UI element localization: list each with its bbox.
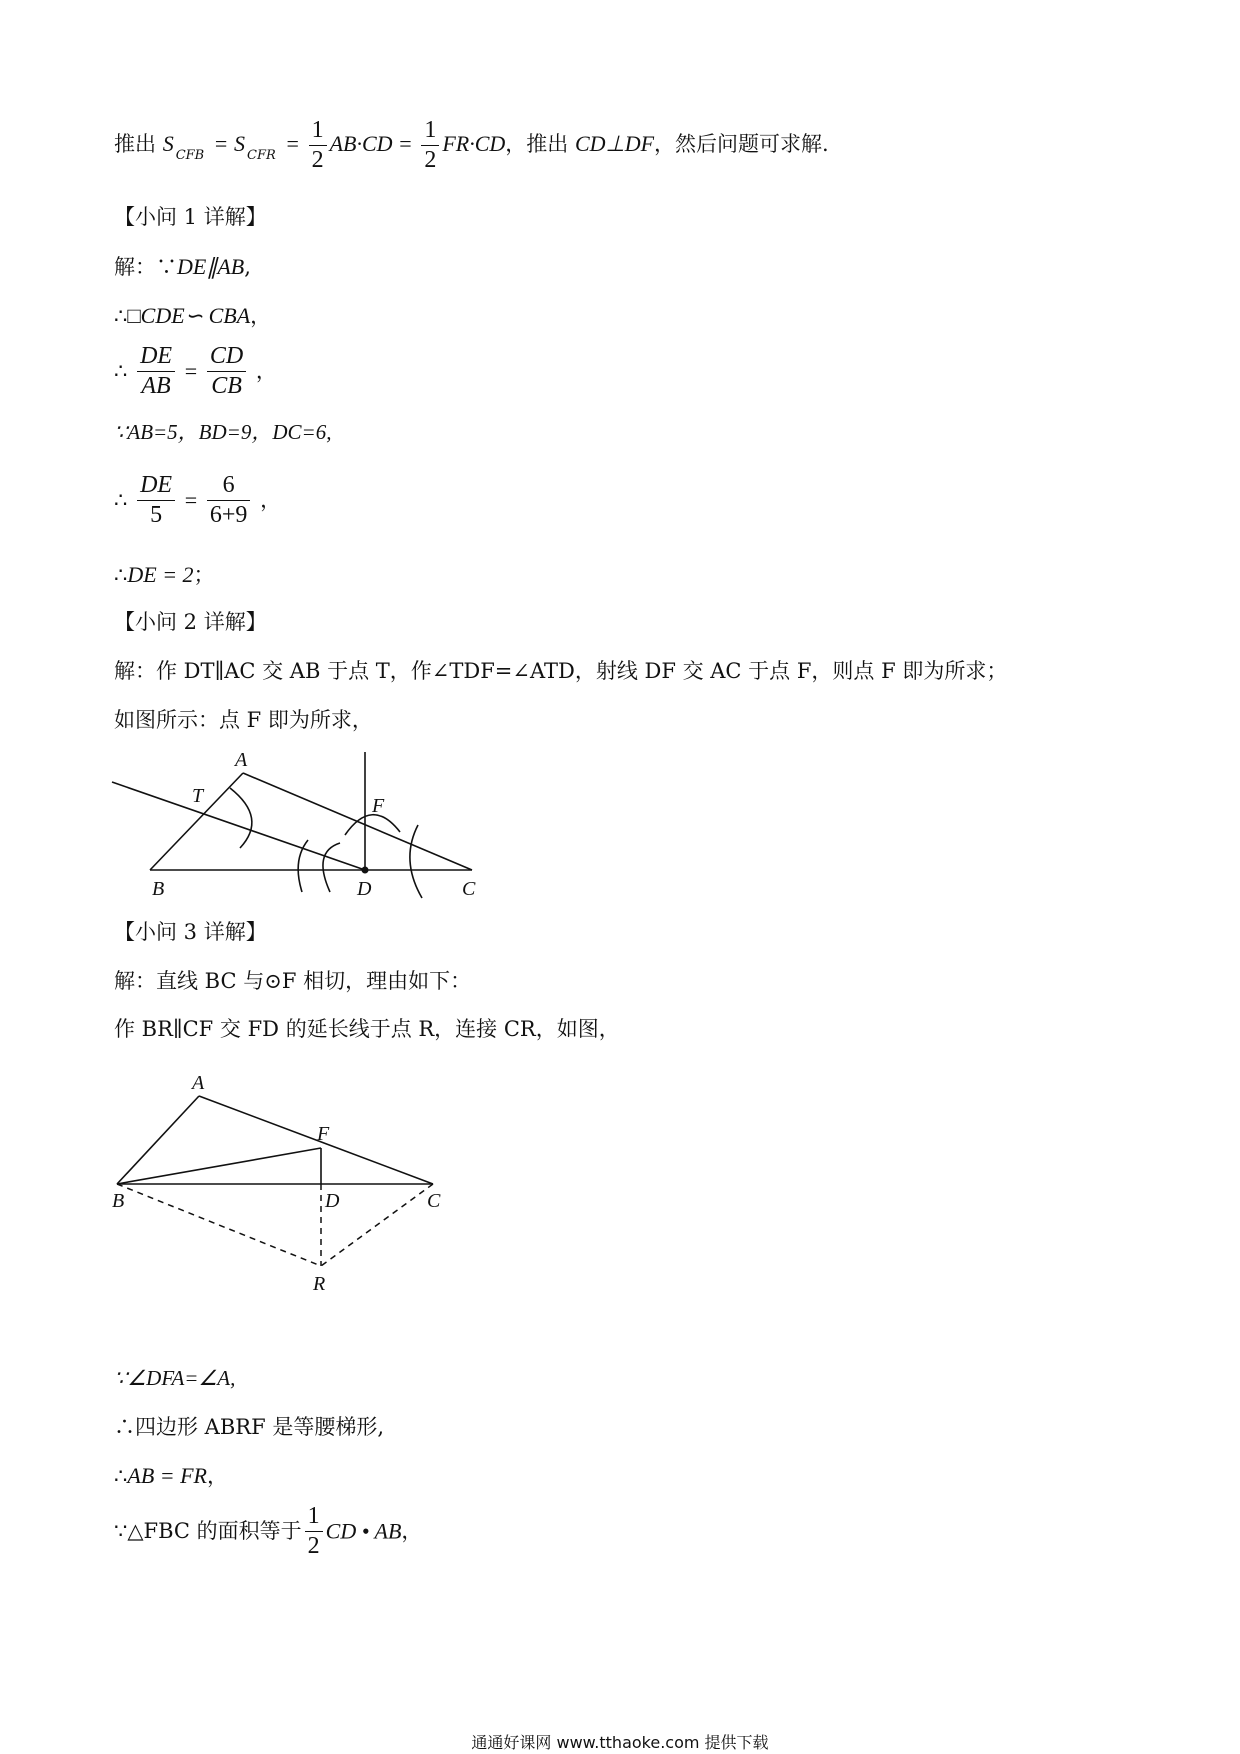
text: , xyxy=(244,255,251,279)
math: S xyxy=(234,131,246,157)
label-A: A xyxy=(192,1072,205,1094)
equals: = xyxy=(286,131,299,157)
text: ， xyxy=(401,1519,423,1544)
math: □CDE∽ CBA xyxy=(127,303,251,328)
equals: = xyxy=(184,487,198,513)
q3-line-2: 作 BR∥CF 交 FD 的延长线于点 R，连接 CR，如图， xyxy=(114,1017,620,1041)
numerator: CD xyxy=(207,344,246,372)
construction-figure xyxy=(100,740,500,910)
text: ， xyxy=(260,488,282,513)
subscript: CFB xyxy=(175,148,205,164)
arc xyxy=(323,843,340,892)
text: ∵△FBC 的面积等于 xyxy=(114,1519,302,1544)
q1-line-2 xyxy=(114,305,271,327)
summary-line xyxy=(114,118,829,173)
label-C: C xyxy=(427,1190,441,1212)
math: S xyxy=(162,131,174,157)
arc xyxy=(230,788,252,848)
label-A: A xyxy=(235,749,248,771)
text: ∴四边形 ABRF 是等腰梯形, xyxy=(114,1415,385,1439)
subscript: CFR xyxy=(247,148,276,164)
math: AB·CD xyxy=(329,131,393,157)
numerator: 1 xyxy=(421,118,439,146)
footer-watermark: 通通好课网 www.tthaoke.com 提供下载 xyxy=(471,1733,769,1752)
label-D: D xyxy=(325,1190,340,1212)
denominator: 2 xyxy=(311,147,324,174)
math: FR·CD xyxy=(442,131,506,157)
text: ； xyxy=(193,563,215,587)
math: DE = 2 xyxy=(127,562,194,587)
q1-line-3 xyxy=(114,344,277,399)
equals: = xyxy=(399,131,412,157)
section-header-q2: 【小问 2 详解】 xyxy=(114,610,267,634)
fraction xyxy=(207,344,246,399)
text: ∴ xyxy=(114,359,128,384)
label-F: F xyxy=(317,1123,330,1145)
text: ， xyxy=(206,1464,228,1488)
equals: = xyxy=(214,131,228,157)
q1-line-4 xyxy=(114,422,331,443)
numerator: 1 xyxy=(305,1504,323,1532)
text: ∴ xyxy=(114,488,128,513)
text: ，推出 xyxy=(505,132,569,157)
text: 解：∵ xyxy=(114,255,177,279)
segment-AC xyxy=(199,1096,433,1184)
section-header-q3: 【小问 3 详解】 xyxy=(114,920,267,944)
numerator: DE xyxy=(137,473,175,501)
segment-BF xyxy=(117,1148,321,1184)
label-C: C xyxy=(462,878,476,900)
q2-line-1: 解：作 DT∥AC 交 AB 于点 T，作∠TDF=∠ATD，射线 DF 交 AC 于点 F，则点 F 即为所求； xyxy=(114,659,1008,683)
label-T: T xyxy=(192,785,204,807)
text: ， xyxy=(250,304,272,328)
q1-line-6 xyxy=(114,564,215,586)
numerator: 1 xyxy=(309,118,327,146)
q3-line-3 xyxy=(114,1368,235,1389)
fraction xyxy=(137,344,175,399)
text: 推出 xyxy=(114,132,156,157)
label-D: D xyxy=(357,878,372,900)
fraction xyxy=(207,473,251,528)
arc xyxy=(345,815,400,835)
segment-BR xyxy=(117,1184,321,1266)
label-B: B xyxy=(152,878,165,900)
fraction xyxy=(305,1504,323,1559)
q3-line-6 xyxy=(114,1504,422,1559)
text: ∴ xyxy=(114,304,128,328)
math: DE∥AB xyxy=(177,254,245,279)
fraction xyxy=(309,118,327,173)
q3-line-5 xyxy=(114,1465,228,1487)
proof-figure xyxy=(100,1060,480,1300)
q1-line-1 xyxy=(114,256,251,278)
q1-line-5 xyxy=(114,473,281,528)
q2-line-2: 如图所示：点 F 即为所求， xyxy=(114,708,373,732)
denominator: AB xyxy=(141,373,171,400)
denominator: 2 xyxy=(307,1533,320,1560)
fraction xyxy=(137,473,175,528)
q3-line-1: 解：直线 BC 与⊙F 相切，理由如下： xyxy=(114,969,472,993)
denominator: 5 xyxy=(150,502,163,529)
point-D xyxy=(362,867,369,874)
denominator: CB xyxy=(211,373,242,400)
math: AB = FR xyxy=(127,1463,207,1488)
arc xyxy=(410,825,422,898)
fraction xyxy=(421,118,439,173)
denominator: 6+9 xyxy=(209,502,248,529)
math: CD • AB xyxy=(325,1518,402,1544)
numerator: DE xyxy=(137,344,175,372)
numerator: 6 xyxy=(207,473,251,501)
label-R: R xyxy=(313,1273,326,1295)
math: ∵AB=5，BD=9，DC=6, xyxy=(114,420,332,444)
label-B: B xyxy=(112,1190,125,1212)
equals: = xyxy=(184,358,198,384)
text: ， xyxy=(255,359,277,384)
section-header-q1: 【小问 1 详解】 xyxy=(114,205,267,229)
math: ∵∠DFA=∠A, xyxy=(114,1366,236,1390)
label-F: F xyxy=(372,795,385,817)
segment-BA xyxy=(117,1096,199,1184)
text: ∴ xyxy=(114,563,128,587)
text: ，然后问题可求解. xyxy=(654,132,829,157)
denominator: 2 xyxy=(424,147,437,174)
text: ∴ xyxy=(114,1464,128,1488)
q3-line-4 xyxy=(114,1417,384,1438)
math: CD⊥DF xyxy=(574,131,655,157)
